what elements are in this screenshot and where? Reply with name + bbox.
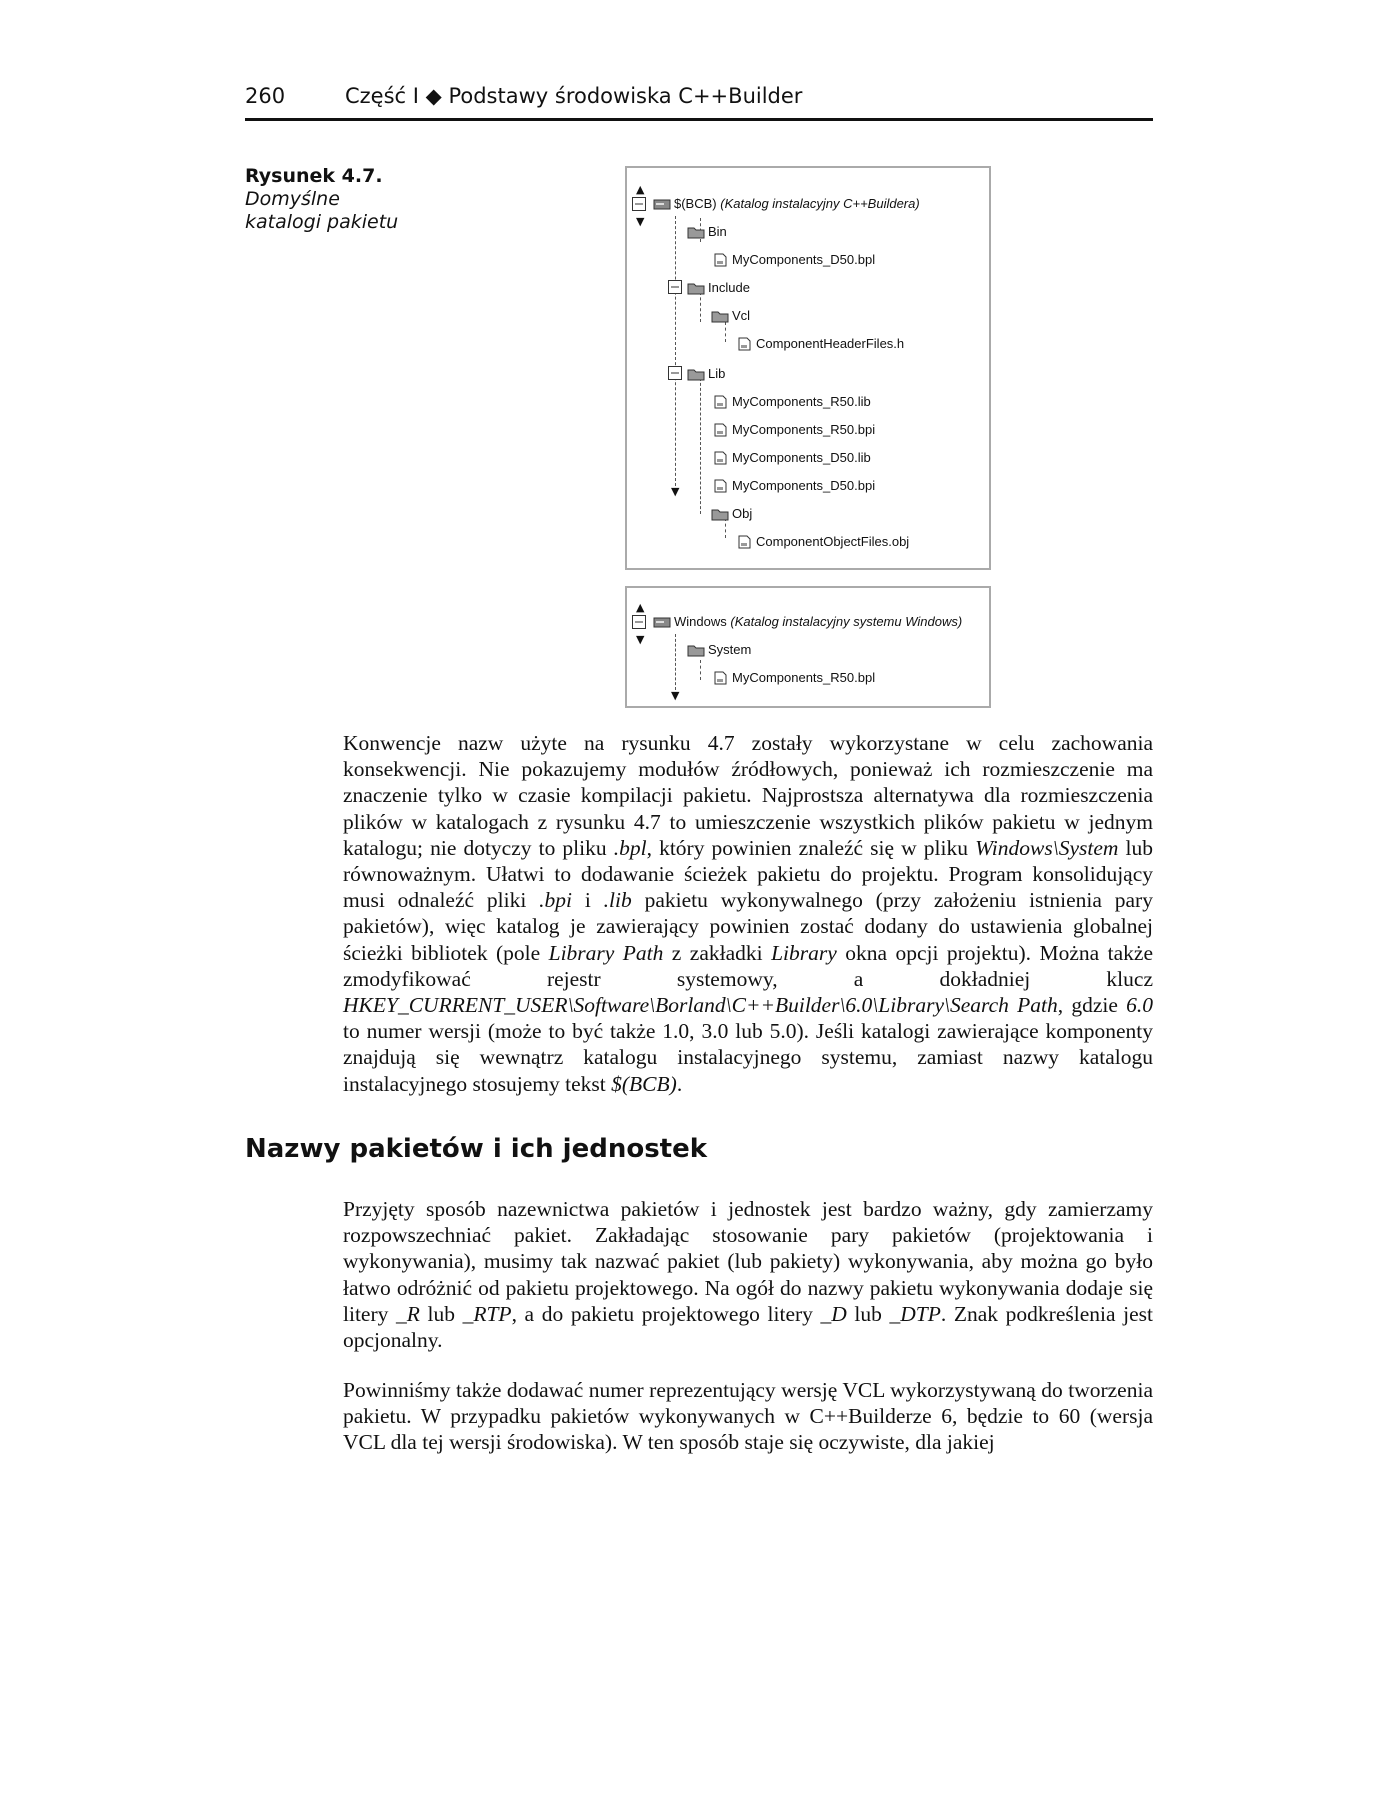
figure-windows-tree (625, 586, 991, 708)
figure-bcb-tree (625, 166, 991, 570)
caption-label: Rysunek 4.7. (245, 165, 383, 187)
arrow-down-icon: ▼ (636, 633, 645, 646)
file-icon (735, 535, 753, 549)
drive-icon (653, 615, 671, 629)
file-icon (711, 423, 729, 437)
tree-item-bcb[interactable]: $(BCB) (Katalog instalacyjny C++Buildera) (653, 196, 920, 212)
tree-item-lib[interactable]: Lib (687, 366, 725, 382)
tree-item-windows[interactable]: Windows (Katalog instalacyjny systemu Windows) (653, 614, 962, 630)
tree-item-file[interactable]: MyComponents_R50.lib (711, 394, 871, 410)
tree-item-obj[interactable]: Obj (711, 506, 752, 522)
file-icon (711, 671, 729, 685)
arrow-up-icon: ▲ (636, 183, 645, 196)
tree-item-system[interactable]: System (687, 642, 751, 658)
collapse-toggle-icon[interactable] (668, 280, 682, 294)
caption-text-2: katalogi pakietu (245, 211, 399, 233)
page-number: 260 (245, 84, 286, 108)
file-icon (735, 337, 753, 351)
folder-icon (687, 367, 705, 381)
arrow-down-icon: ▼ (671, 485, 680, 498)
tree-item-file[interactable]: MyComponents_D50.lib (711, 450, 871, 466)
arrow-down-icon: ▼ (636, 215, 645, 228)
tree-item-file[interactable]: ComponentHeaderFiles.h (735, 336, 904, 352)
tree-item-file[interactable]: MyComponents_D50.bpi (711, 478, 875, 494)
folder-icon (687, 225, 705, 239)
drive-icon (653, 197, 671, 211)
paragraph-2: Przyjęty sposób nazewnictwa pakietów i jednostek jest bardzo ważny, gdy zamierzamy rozpowszechniać pakiet. Zakładając stosowanie pary pakietów (projektowania i wykonywania), musimy tak nazwać pakiet (lub pakiety) wykonywania, aby można go było łatwo odróżnić od pakietu projektowego. Na ogół do nazwy pakietu wykonywania dodaje się litery _R lub _RTP, a do pakietu projektowego litery _D lub _DTP. Znak podkreślenia jest opcjonalny. (343, 1197, 1153, 1353)
tree-item-file[interactable]: ComponentObjectFiles.obj (735, 534, 909, 550)
arrow-up-icon: ▲ (636, 601, 645, 614)
section-heading: Nazwy pakietów i ich jednostek (245, 1134, 708, 1164)
folder-icon (711, 309, 729, 323)
folder-icon (711, 507, 729, 521)
collapse-toggle-icon[interactable] (632, 197, 646, 211)
running-head (245, 82, 1153, 121)
paragraph-1: Konwencje nazw użyte na rysunku 4.7 zostały wykorzystane w celu zachowania konsekwencji. Nie pokazujemy modułów źródłowych, ponieważ ich rozmieszczenie ma znaczenie tylko w czasie kompilacji pakietu. Najprostsza alternatywa dla rozmieszczenia plików w katalogach z rysunku 4.7 to umieszczenie wszystkich plików pakietu w jednym katalogu; nie dotyczy to pliku .bpl, który powinien znaleźć się w pliku Windows\System lub równoważnym. Ułatwi to dodawanie ścieżek pakietu do projektu. Program konsolidujący musi odnaleźć pliki .bpi i .lib pakietu wykonywalnego (przy założeniu istnienia pary pakietów), więc katalog je zawierający powinien zostać dodany do ustawienia globalnej ścieżki bibliotek (pole Library Path z zakładki Library okna opcji projektu). Można także zmodyfikować rejestr systemowy, a dokładniej klucz HKEY_CURRENT_USER\Software\Borland\C++Builder\6.0\Library\Search Path, gdzie 6.0 to numer wersji (może to być także 1.0, 3.0 lub 5.0). Jeśli katalogi zawierające komponenty znajdują się wewnątrz katalogu instalacyjnego systemu, zamiast nazwy katalogu instalacyjnego stosujemy tekst $(BCB). (343, 731, 1154, 1096)
folder-icon (687, 643, 705, 657)
collapse-toggle-icon[interactable] (632, 615, 646, 629)
tree-item-include[interactable]: Include (687, 280, 750, 296)
tree-item-vcl[interactable]: Vcl (711, 308, 750, 324)
tree-item-file[interactable]: MyComponents_R50.bpl (711, 670, 875, 686)
collapse-toggle-icon[interactable] (668, 366, 682, 380)
tree-item-bin[interactable]: Bin (687, 224, 727, 240)
tree-item-file[interactable]: MyComponents_D50.bpl (711, 252, 875, 268)
file-icon (711, 451, 729, 465)
running-title: Część I ◆ Podstawy środowiska C++Builder (345, 84, 803, 108)
file-icon (711, 253, 729, 267)
tree-item-file[interactable]: MyComponents_R50.bpi (711, 422, 875, 438)
figure-caption (245, 164, 415, 234)
file-icon (711, 479, 729, 493)
paragraph-3: Powinniśmy także dodawać numer reprezentujący wersję VCL wykorzystywaną do tworzenia pakietu. W przypadku pakietów wykonywanych w C++Builderze 6, będzie to 60 (wersja VCL dla tej wersji środowiska). W ten sposób staje się oczywiste, dla jakiej (343, 1378, 1153, 1455)
arrow-down-icon: ▼ (671, 689, 680, 702)
caption-text-1: Domyślne (245, 188, 340, 210)
folder-icon (687, 281, 705, 295)
file-icon (711, 395, 729, 409)
